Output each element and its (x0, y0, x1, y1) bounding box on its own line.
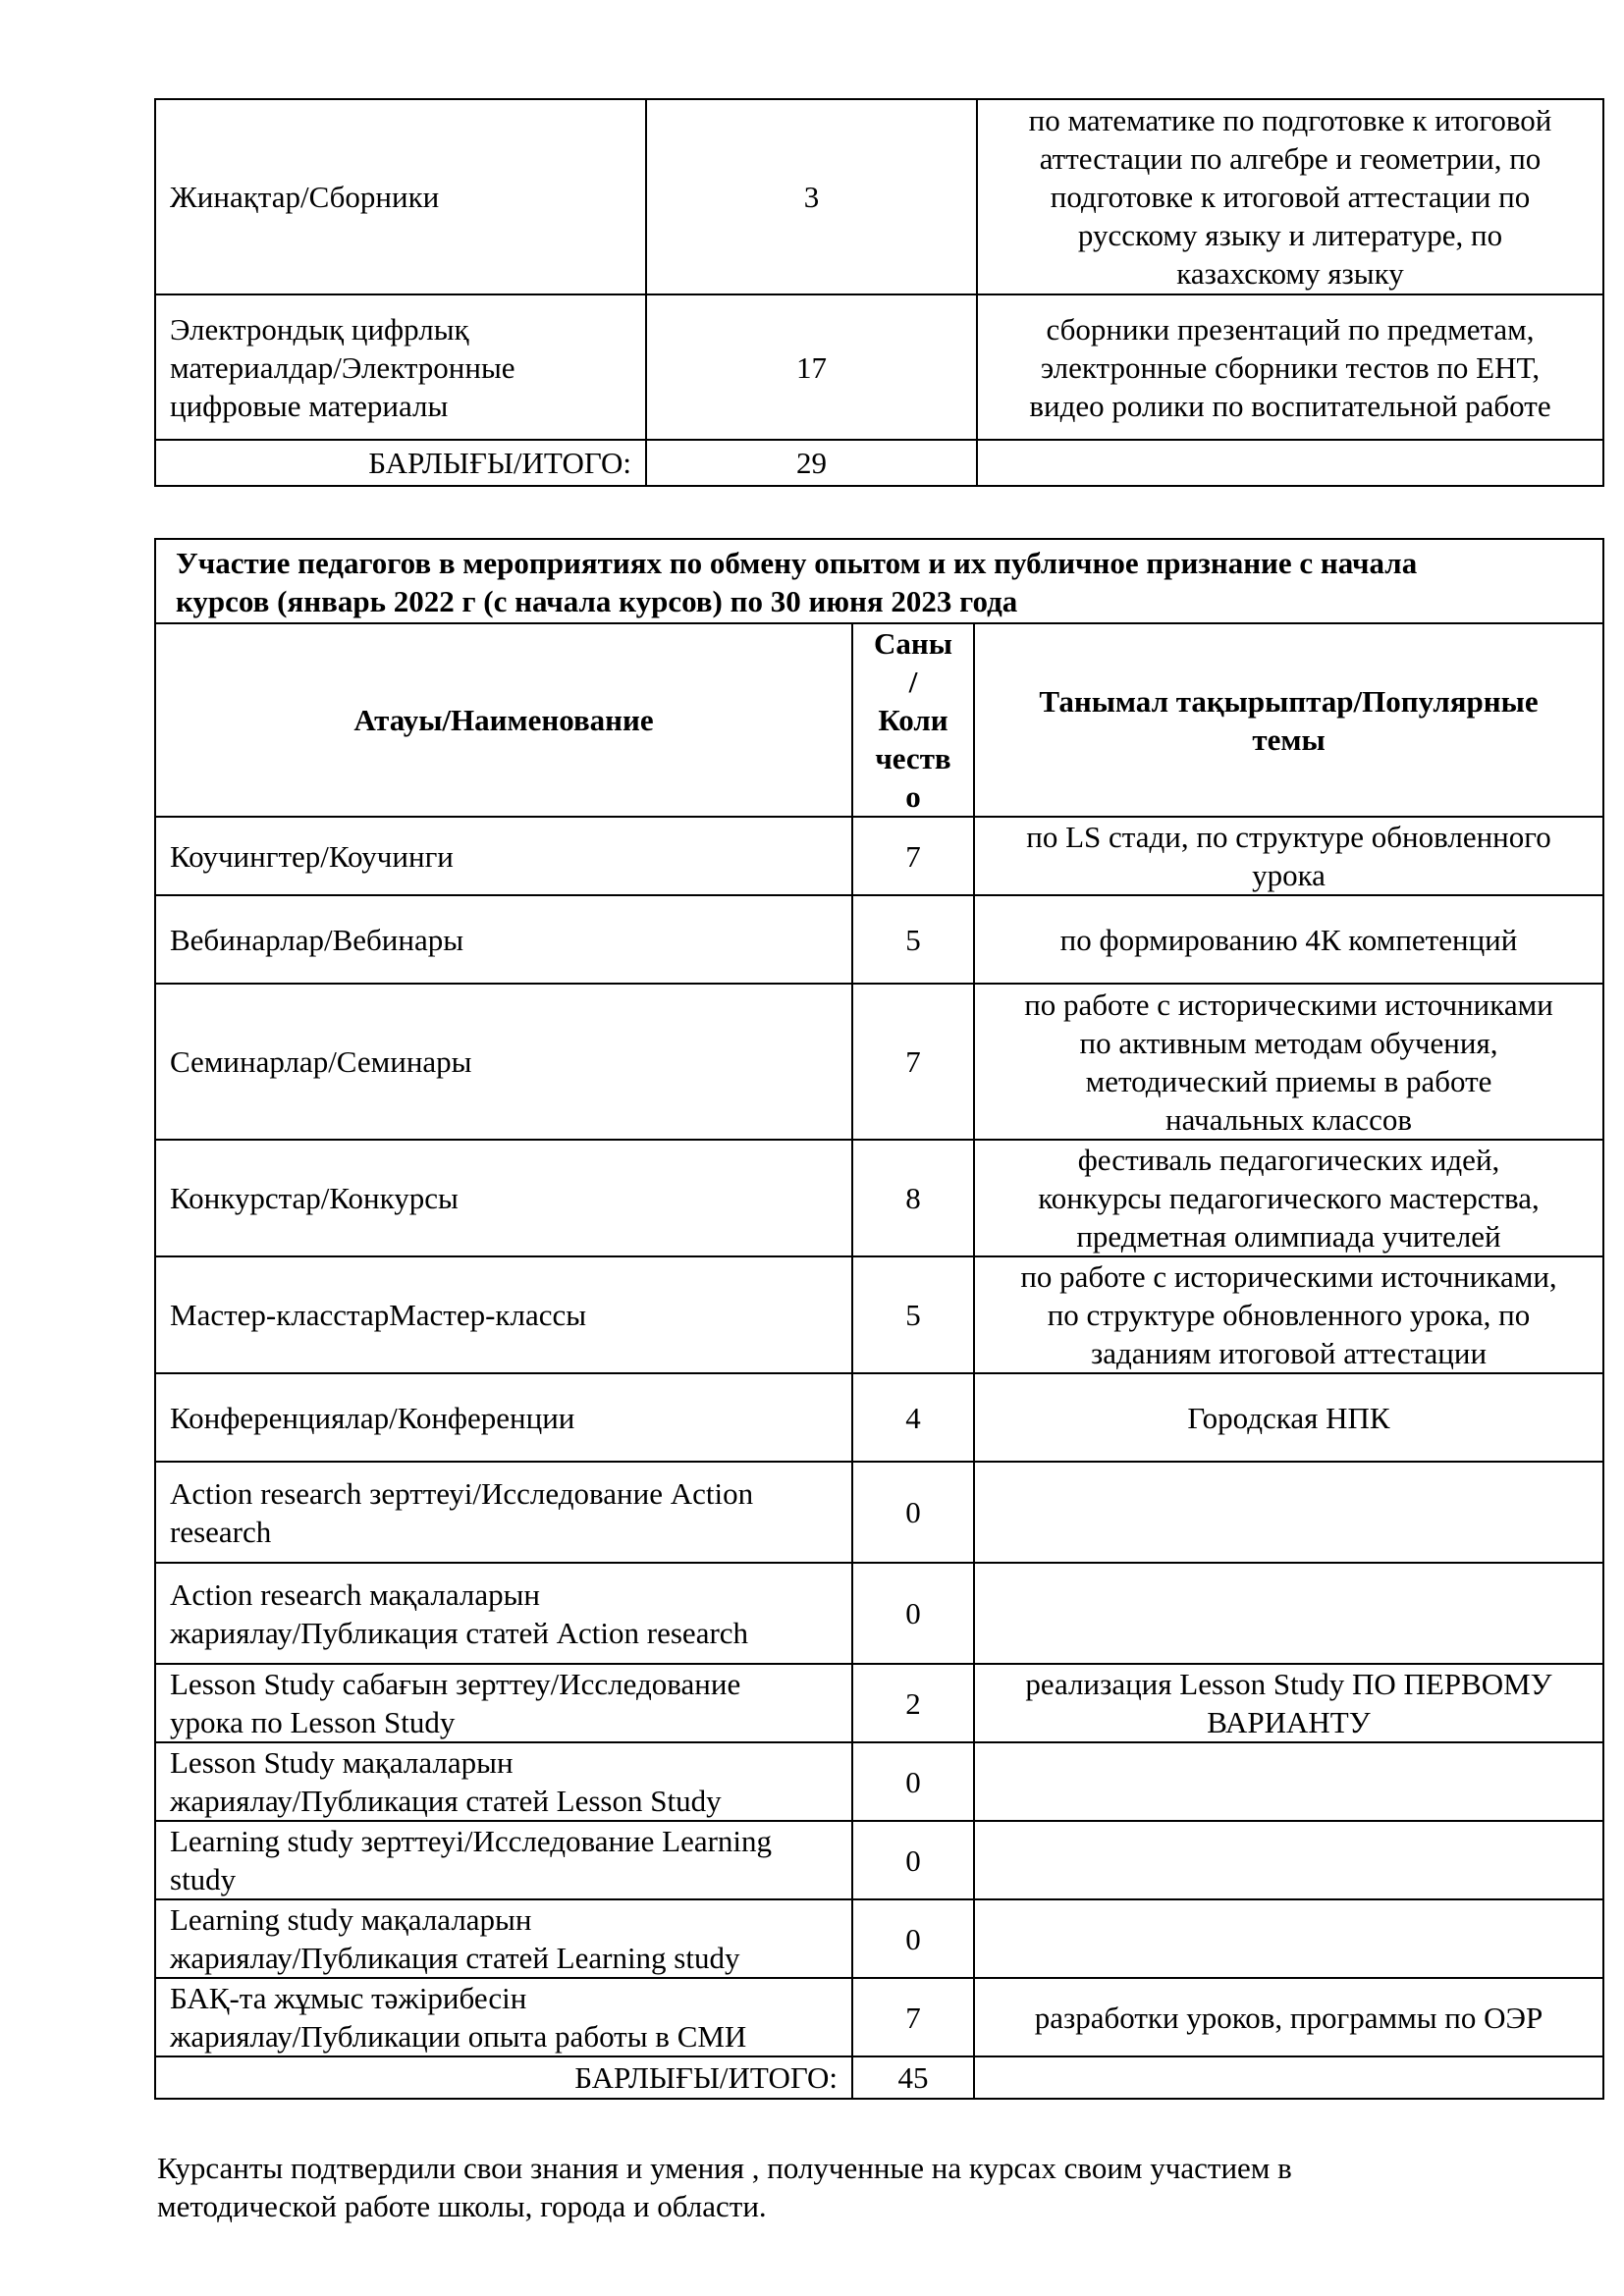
table-row (155, 1978, 1603, 2056)
total-value: 29 (646, 440, 977, 486)
header-count: Саны / Коли честв о (852, 623, 974, 817)
row-count: 0 (852, 1462, 974, 1563)
row-count: 7 (852, 984, 974, 1140)
events-table (154, 538, 1604, 2100)
row-topics: по работе с историческими источниками, по структуре обновленного урока, по заданиям итоговой аттестации (974, 1256, 1603, 1373)
row-topics: сборники презентаций по предметам, электронные сборники тестов по ЕНТ, видео ролики по воспитательной работе (977, 294, 1603, 440)
row-name: Коучингтер/Коучинги (155, 817, 852, 895)
row-name: Learning study мақалаларын жариялау/Публикация статей Learning study (155, 1899, 852, 1978)
table-row (155, 99, 1603, 294)
total-row (155, 2056, 1603, 2099)
row-name: Конференциялар/Конференции (155, 1373, 852, 1462)
total-empty-cell (977, 440, 1603, 486)
row-name: Lesson Study сабағын зерттеу/Исследование урока по Lesson Study (155, 1664, 852, 1742)
total-empty-cell (974, 2056, 1603, 2099)
row-name: Вебинарлар/Вебинары (155, 895, 852, 984)
row-count: 0 (852, 1821, 974, 1899)
row-name: Action research мақалаларын жариялау/Публикация статей Action research (155, 1563, 852, 1664)
table-row (155, 1664, 1603, 1742)
row-topics (974, 1899, 1603, 1978)
row-topics: по работе с историческими источниками по активным методам обучения, методический приемы в работе начальных классов (974, 984, 1603, 1140)
caption-row (155, 539, 1603, 623)
table-row (155, 1256, 1603, 1373)
row-topics: по математике по подготовке к итоговой аттестации по алгебре и геометрии, по подготовке к итоговой аттестации по русскому языку и литературе, по казахскому языку (977, 99, 1603, 294)
row-count: 5 (852, 1256, 974, 1373)
table-row (155, 1563, 1603, 1664)
table-row (155, 817, 1603, 895)
table-caption: Участие педагогов в мероприятиях по обмену опытом и их публичное признание с начала курсов (январь 2022 г (с начала курсов) по 30 июня 2023 года (155, 539, 1603, 623)
row-topics: реализация Lesson Study ПО ПЕРВОМУ ВАРИАНТУ (974, 1664, 1603, 1742)
total-row (155, 440, 1603, 486)
header-name: Атауы/Наименование (155, 623, 852, 817)
row-count: 7 (852, 817, 974, 895)
row-topics: по формированию 4К компетенций (974, 895, 1603, 984)
row-topics (974, 1742, 1603, 1821)
row-name: Электрондық цифрлық материалдар/Электронные цифровые материалы (155, 294, 646, 440)
row-count: 8 (852, 1140, 974, 1256)
materials-table (154, 98, 1604, 487)
table-row (155, 1899, 1603, 1978)
row-count: 3 (646, 99, 977, 294)
row-topics (974, 1462, 1603, 1563)
row-topics: Городская НПК (974, 1373, 1603, 1462)
row-topics (974, 1821, 1603, 1899)
row-count: 7 (852, 1978, 974, 2056)
row-topics: фестиваль педагогических идей, конкурсы педагогического мастерства, предметная олимпиада учителей (974, 1140, 1603, 1256)
row-count: 17 (646, 294, 977, 440)
conclusion-paragraph: Курсанты подтвердили свои знания и умения , полученные на курсах своим участием в методической работе школы, города и области. (157, 2151, 1292, 2223)
total-label: БАРЛЫҒЫ/ИТОГО: (155, 440, 646, 486)
row-name: Семинарлар/Семинары (155, 984, 852, 1140)
table-row (155, 1742, 1603, 1821)
table-row (155, 1462, 1603, 1563)
row-count: 2 (852, 1664, 974, 1742)
row-name: Жинақтар/Сборники (155, 99, 646, 294)
table-row (155, 895, 1603, 984)
row-name: Learning study зерттеуі/Исследование Learning study (155, 1821, 852, 1899)
table-row (155, 1140, 1603, 1256)
row-name: Конкурстар/Конкурсы (155, 1140, 852, 1256)
table-row (155, 294, 1603, 440)
header-row (155, 623, 1603, 817)
row-name: Lesson Study мақалаларын жариялау/Публикация статей Lesson Study (155, 1742, 852, 1821)
row-topics: разработки уроков, программы по ОЭР (974, 1978, 1603, 2056)
row-topics: по LS стади, по структуре обновленного урока (974, 817, 1603, 895)
table-row (155, 1373, 1603, 1462)
total-label: БАРЛЫҒЫ/ИТОГО: (155, 2056, 852, 2099)
table-row (155, 1821, 1603, 1899)
header-topics: Танымал тақырыптар/Популярные темы (974, 623, 1603, 817)
row-count: 0 (852, 1899, 974, 1978)
total-value: 45 (852, 2056, 974, 2099)
table-row (155, 984, 1603, 1140)
row-name: Мастер-класстарМастер-классы (155, 1256, 852, 1373)
row-count: 0 (852, 1742, 974, 1821)
row-name: БАҚ-та жұмыс тәжірибесін жариялау/Публикации опыта работы в СМИ (155, 1978, 852, 2056)
row-topics (974, 1563, 1603, 1664)
row-name: Action research зерттеуі/Исследование Action research (155, 1462, 852, 1563)
row-count: 0 (852, 1563, 974, 1664)
row-count: 5 (852, 895, 974, 984)
row-count: 4 (852, 1373, 974, 1462)
